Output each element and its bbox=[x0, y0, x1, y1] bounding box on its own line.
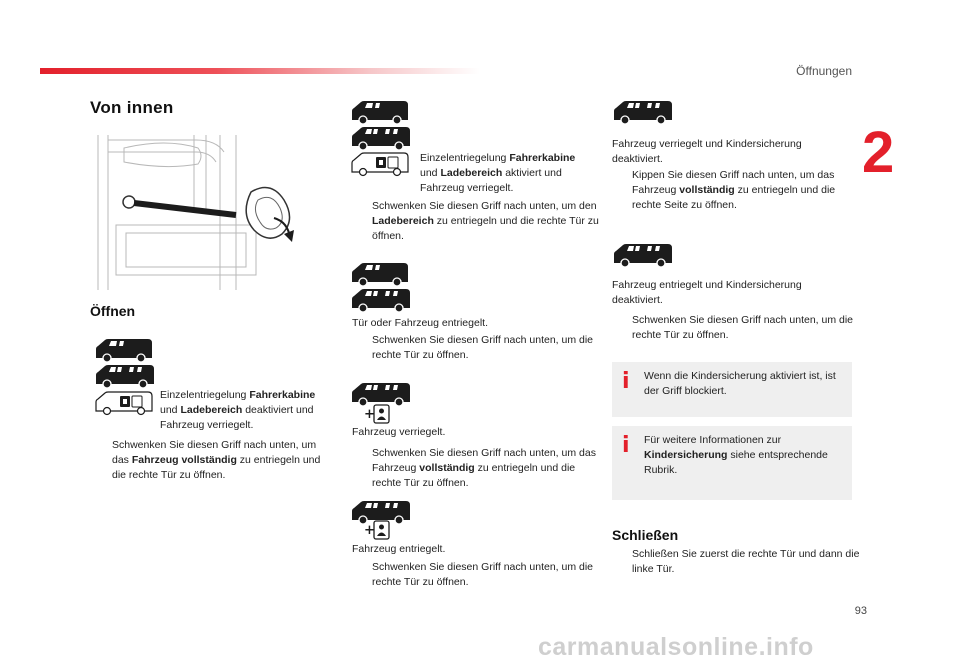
list-item: Schwenken Sie diesen Griff nach unten, um das Fahrzeug vollständig zu entriegeln und die rechte Tür zu öffnen. bbox=[112, 439, 321, 481]
list-item: Schwenken Sie diesen Griff nach unten, um den Ladebereich zu entriegeln und die rechte Tür zu öffnen. bbox=[372, 200, 599, 242]
child-lock-icon bbox=[364, 520, 392, 542]
van-long-icon bbox=[612, 243, 674, 269]
info-icon: i bbox=[622, 369, 630, 394]
case-text: Fahrzeug verriegelt und Kindersicherung deaktiviert. bbox=[612, 138, 802, 165]
watermark: carmanualsonline.info bbox=[538, 633, 814, 661]
info-text: Wenn die Kindersicherung aktiviert ist, ist der Griff blockiert. bbox=[644, 370, 836, 397]
case-text: Tür oder Fahrzeug entriegelt. bbox=[352, 317, 488, 329]
heading-von-innen: Von innen bbox=[90, 98, 174, 117]
van-partition-icon bbox=[94, 391, 154, 417]
van-short-icon bbox=[350, 262, 410, 288]
list-item: Kippen Sie diesen Griff nach unten, um das Fahrzeug vollständig zu entriegeln und die rechte Seite zu öffnen. bbox=[632, 169, 836, 211]
child-lock-icon bbox=[364, 404, 392, 426]
page-number: 93 bbox=[854, 605, 867, 617]
list-item: Schwenken Sie diesen Griff nach unten, um die rechte Tür zu öffnen. bbox=[632, 314, 854, 341]
case-text: Fahrzeug entriegelt. bbox=[352, 543, 446, 555]
info-box-more-info bbox=[612, 426, 852, 500]
van-long-icon bbox=[350, 288, 412, 314]
case-text: Fahrzeug entriegelt und Kindersicherung deaktiviert. bbox=[612, 279, 802, 306]
van-long-icon bbox=[612, 100, 674, 126]
info-box-child-lock bbox=[612, 362, 852, 417]
van-long-icon bbox=[94, 364, 156, 390]
header-accent-bar bbox=[40, 68, 480, 74]
case-text: Einzelentriegelung Fahrerkabine und Ladebereich deaktiviert und Fahrzeug verriegelt. bbox=[160, 389, 316, 431]
info-text: Für weitere Informationen zur Kindersicherung siehe entsprechende Rubrik. bbox=[644, 434, 828, 476]
list-item: Schwenken Sie diesen Griff nach unten, um die rechte Tür zu öffnen. bbox=[372, 561, 594, 588]
van-long-icon bbox=[350, 126, 412, 152]
van-short-icon bbox=[94, 338, 154, 364]
list-item: Schwenken Sie diesen Griff nach unten, um das Fahrzeug vollständig zu entriegeln und die rechte Tür zu öffnen. bbox=[372, 447, 596, 489]
section-title: Öffnungen bbox=[796, 64, 852, 78]
case-text: Einzelentriegelung Fahrerkabine und Ladebereich aktiviert und Fahrzeug verriegelt. bbox=[420, 152, 576, 194]
list-item: Schließen Sie zuerst die rechte Tür und dann die linke Tür. bbox=[632, 548, 860, 575]
info-icon: i bbox=[622, 433, 630, 458]
chapter-number: 2 bbox=[862, 120, 895, 185]
heading-schliessen: Schließen bbox=[612, 527, 679, 543]
case-text: Fahrzeug verriegelt. bbox=[352, 426, 446, 438]
van-short-icon bbox=[350, 100, 410, 126]
van-partition-icon bbox=[350, 152, 410, 178]
heading-oeffnen: Öffnen bbox=[90, 303, 136, 319]
list-item: Schwenken Sie diesen Griff nach unten, um die rechte Tür zu öffnen. bbox=[372, 334, 594, 361]
door-handle-illustration bbox=[86, 130, 306, 295]
